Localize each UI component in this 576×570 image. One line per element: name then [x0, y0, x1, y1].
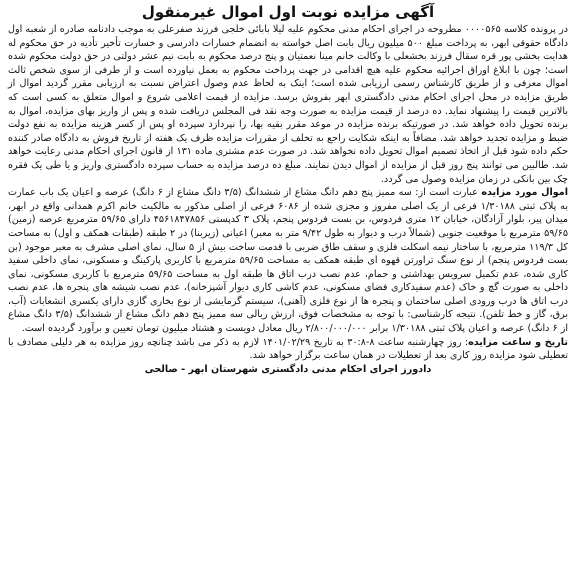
notice-intro-paragraph: در پرونده کلاسه ۰۰۰۰۵۶۵ مطروحه در اجرای احکام مدنی محکوم علیه لیلا بابائی خلجی فرزند صفرعلی به موجب دادنامه صادره از شعبه اول دادگاه حقوقی ابهر، به پرداخت مبلغ ۵۰۰ میلیون ریال بابت اصل خواسته به انضمام خسارات دادرسی و خسارت تأخیر تأدیه در حق محکوم له هدایت بخشی پور قره سقال فرزند بخشعلی با وکالت خانم مینا نعمتیان و پنج درصد محکوم به بابت نیم عشر دولتی در حق دولت محکوم شده است؛ چون با ابلاغ اوراق اجرائیه محکوم علیه هیچ اقدامی در جهت پرداخت محکوم به بعمل نیاورده است و از طرفی از سوی شخص ثالث اموال معرفی و از طریق کارشناس رسمی ارزیابی شده است؛ اینک به لحاظ عدم وصول اعتراض نسبت به ارزیابی مقرر گردید اموال از طریق مزایده در محل اجرای احکام مدنی دادگستری ابهر بفروش برسد. مزایده از قیمت اعلامی شروع و اموال متعلق به کسی است که بالاترین قیمت را پیشنهاد نماید. ده درصد از قیمت مزایده به صورت وجه نقد فی المجلس دریافت شده و پس از واریز بهای مزایده، اموال به برنده تحویل داده خواهد شد. در صورتیکه برنده مزایده در موعد مقرر بقیه بها، را نپردازد سپرده او پس از کسر هزینه مزایده به نفع دولت ضبط و مزایده تجدید خواهد شد. مضافاً به اینکه شکایت راجع به تخلف از مقررات مزایده ظرف یک هفته از تاریخ فروش به دادگاه صادر کننده حکم داده شود قبل از اتخاذ تصمیم اموال تحویل داده نخواهد شد. در صورت عدم مشتری ماده ۱۳۱ از قانون اجرای احکام مدنی رعایت خواهد شد. طالبین می توانند پنج روز قبل از مزایده از اموال دیدن نمایند. مبلغ ده درصد مزایده به حساب سپرده دادگستری واریز و یا طی یک فقره چک بین بانکی در زمان مزایده وصول می گردد. [8, 24, 569, 185]
notice-title: آگهی مزایده نوبت اول اموال غیرمنقول [141, 3, 435, 21]
schedule-label: تاریخ و ساعت مزایده [468, 336, 568, 348]
property-label: اموال مورد مزایده [481, 187, 568, 199]
property-paragraph [8, 186, 568, 336]
schedule-description: : روز چهارشنبه ساعت ۸-۳۰:۸ به تاریخ ۱۴۰۱/۰۲/۲۹ لازم به ذکر می باشد چنانچه روز مزایده به هر دلیلی مصادف با تعطیلی شود مزایده روز کاری بعد از تعطیلات در همان ساعت برگزار خواهد شد. [8, 336, 568, 362]
signature-line: دادورز اجرای احکام مدنی دادگستری شهرستان ابهر - صالحی [144, 363, 432, 375]
property-description: عبارت است از: سه ممیز پنج دهم دانگ مشاع از ششدانگ (۳/۵ دانگ مشاع از ۶ دانگ) عرصه و اعیان یک باب عمارت به پلاک ثبتی ۱/۳۰۱۸۸ فرعی از یک اصلی مفروز و مجزی شده از ۶۰۸۶ فرعی از اصلی مذکور به مالکیت خانم اکرم همدانی واقع در ابهر، میدان پیر، بلوار آزادگان، خیابان ۱۲ متری فردوس، بن بست فردوس پنجم، پلاک ۳ کدپستی ۴۵۶۱۸۴۷۸۵۶ دارای ۵۹/۶۵ مترمربع عرصه (زمین) ۵۹/۶۵ مترمربع با موقعیت جنوبی (شمالاً درب و دیوار به طول ۹/۴۲ متر به معبر) اعیانی (زیربنا) در ۲ طبقه (طبقات همکف و اول) به مساحت کل ۱۱۹/۳ مترمربع، با ساختار نیمه اسکلت فلزی و سقف طاق ضربی با قدمت ساخت بیش از ۵ سال، نمای اصلی مشرف به معبر موجود (بن بست فردوس پنجم) از نوع سنگ تراورتن قهوه ای طبقه همکف به مساحت ۵۹/۶۵ مترمربع با کاربری پارکینگ و مسکونی، نمای داخلی سفید کاری شده، عدم تکمیل سرویس بهداشتی و حمام، عدم نصب درب اتاق ها طبقه اول به مساحت ۵۹/۶۵ مترمربع با کاربری مسکونی، نمای داخلی به صورت گچ و خاک (عدم سفیدکاری فضای مسکونی، عدم کاشی کاری دیوار آشپزخانه)، عدم نصب شیشه های پنجره ها، عدم نصب درب اتاق ها درب ورودی اصلی ساختمان و پنجره ها از نوع فلزی (آهنی)، سیستم گرمایشی از نوع بخاری گازی دارای یکسری انشعابات (آب، برق، گاز و خط تلفن). نتیجه کارشناسی: با توجه به مشخصات فوق، ارزش ریالی سه ممیز پنج دهم دانگ مشاع از ششدانگ (۳/۵ دانگ مشاع از ۶ دانگ) عرصه و اعیان پلاک ثبتی ۱/۳۰۱۸۸ برابر ۲/۸۰۰/۰۰۰/۰۰۰ ریال معادل دویست و هشتاد میلیون تومان تعیین و برآورد گردیده است. [8, 187, 569, 335]
schedule-paragraph [8, 336, 568, 363]
